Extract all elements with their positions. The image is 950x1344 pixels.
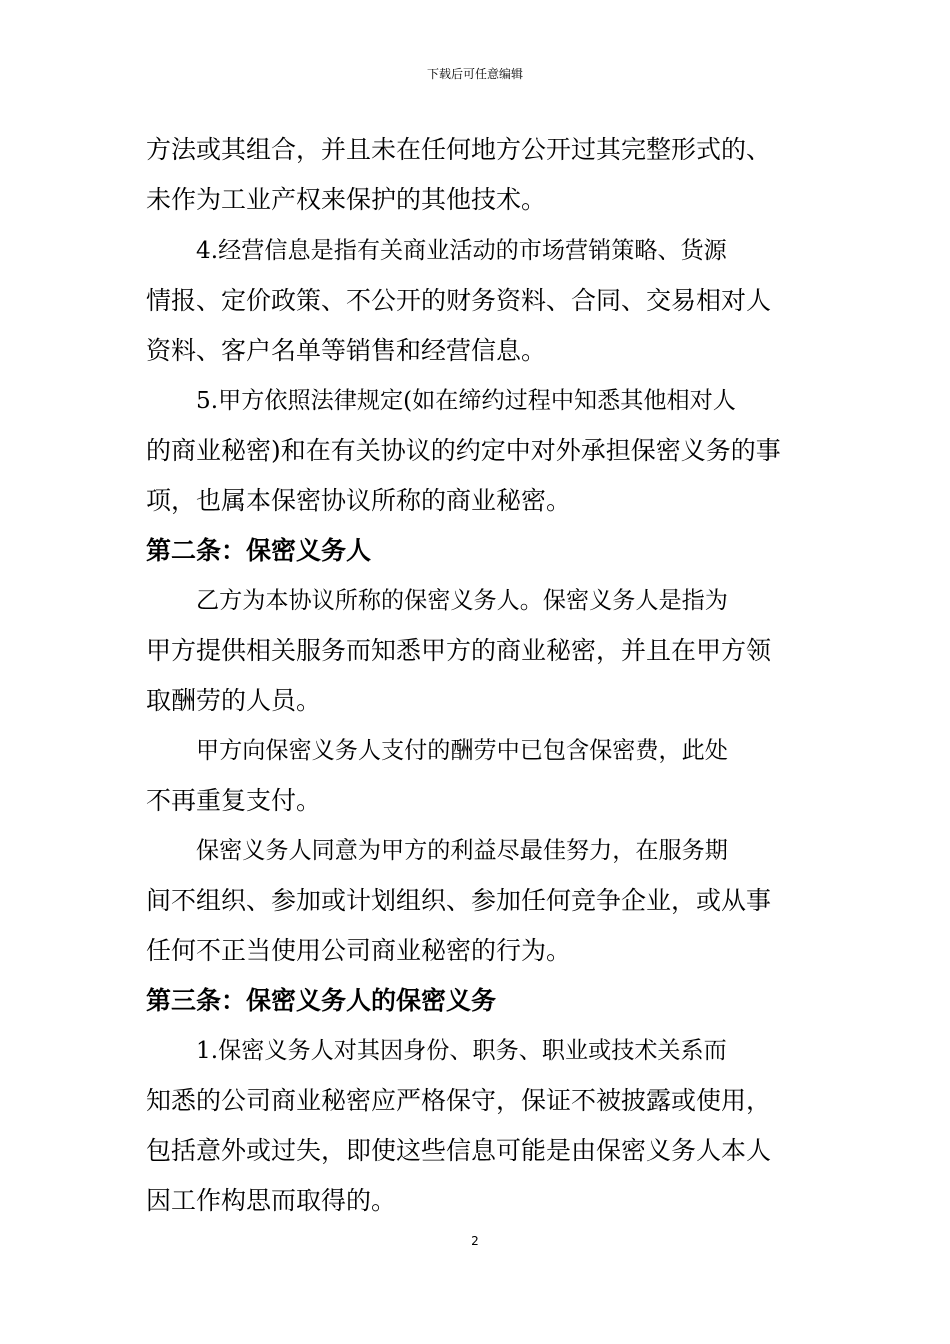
body-line: 知悉的公司商业秘密应严格保守，保证不被披露或使用，	[146, 1086, 772, 1115]
page-number: 2	[471, 1234, 479, 1248]
body-line: 包括意外或过失，即使这些信息可能是由保密义务人本人	[146, 1136, 772, 1165]
body-line: 方法或其组合，并且未在任何地方公开过其完整形式的、	[146, 135, 772, 164]
body-line: 5.甲方依照法律规定(如在缔约过程中知悉其他相对人	[196, 388, 736, 414]
body-line: 项，也属本保密协议所称的商业秘密。	[146, 486, 572, 515]
section-heading: 第三条：保密义务人的保密义务	[146, 986, 497, 1015]
body-line: 甲方向保密义务人支付的酬劳中已包含保密费，此处	[196, 738, 728, 764]
body-line: 的商业秘密)和在有关协议的约定中对外承担保密义务的事	[146, 436, 781, 465]
body-line: 情报、定价政策、不公开的财务资料、合同、交易相对人	[146, 286, 772, 315]
body-line: 1.保密义务人对其因身份、职务、职业或技术关系而	[196, 1038, 727, 1064]
body-line: 4.经营信息是指有关商业活动的市场营销策略、货源	[196, 238, 727, 264]
body-line: 资料、客户名单等销售和经营信息。	[146, 336, 547, 365]
body-line: 未作为工业产权来保护的其他技术。	[146, 185, 547, 214]
body-line: 任何不正当使用公司商业秘密的行为。	[146, 936, 572, 965]
section-heading: 第二条：保密义务人	[146, 536, 372, 565]
page-header: 下载后可任意编辑	[426, 67, 523, 81]
body-line: 保密义务人同意为甲方的利益尽最佳努力，在服务期	[196, 838, 728, 864]
body-line: 不再重复支付。	[146, 786, 322, 815]
body-line: 乙方为本协议所称的保密义务人。保密义务人是指为	[196, 588, 728, 614]
body-line: 因工作构思而取得的。	[146, 1186, 397, 1215]
body-line: 取酬劳的人员。	[146, 686, 322, 715]
body-line: 间不组织、参加或计划组织、参加任何竞争企业，或从事	[146, 886, 772, 915]
body-line: 甲方提供相关服务而知悉甲方的商业秘密，并且在甲方领	[146, 636, 772, 665]
